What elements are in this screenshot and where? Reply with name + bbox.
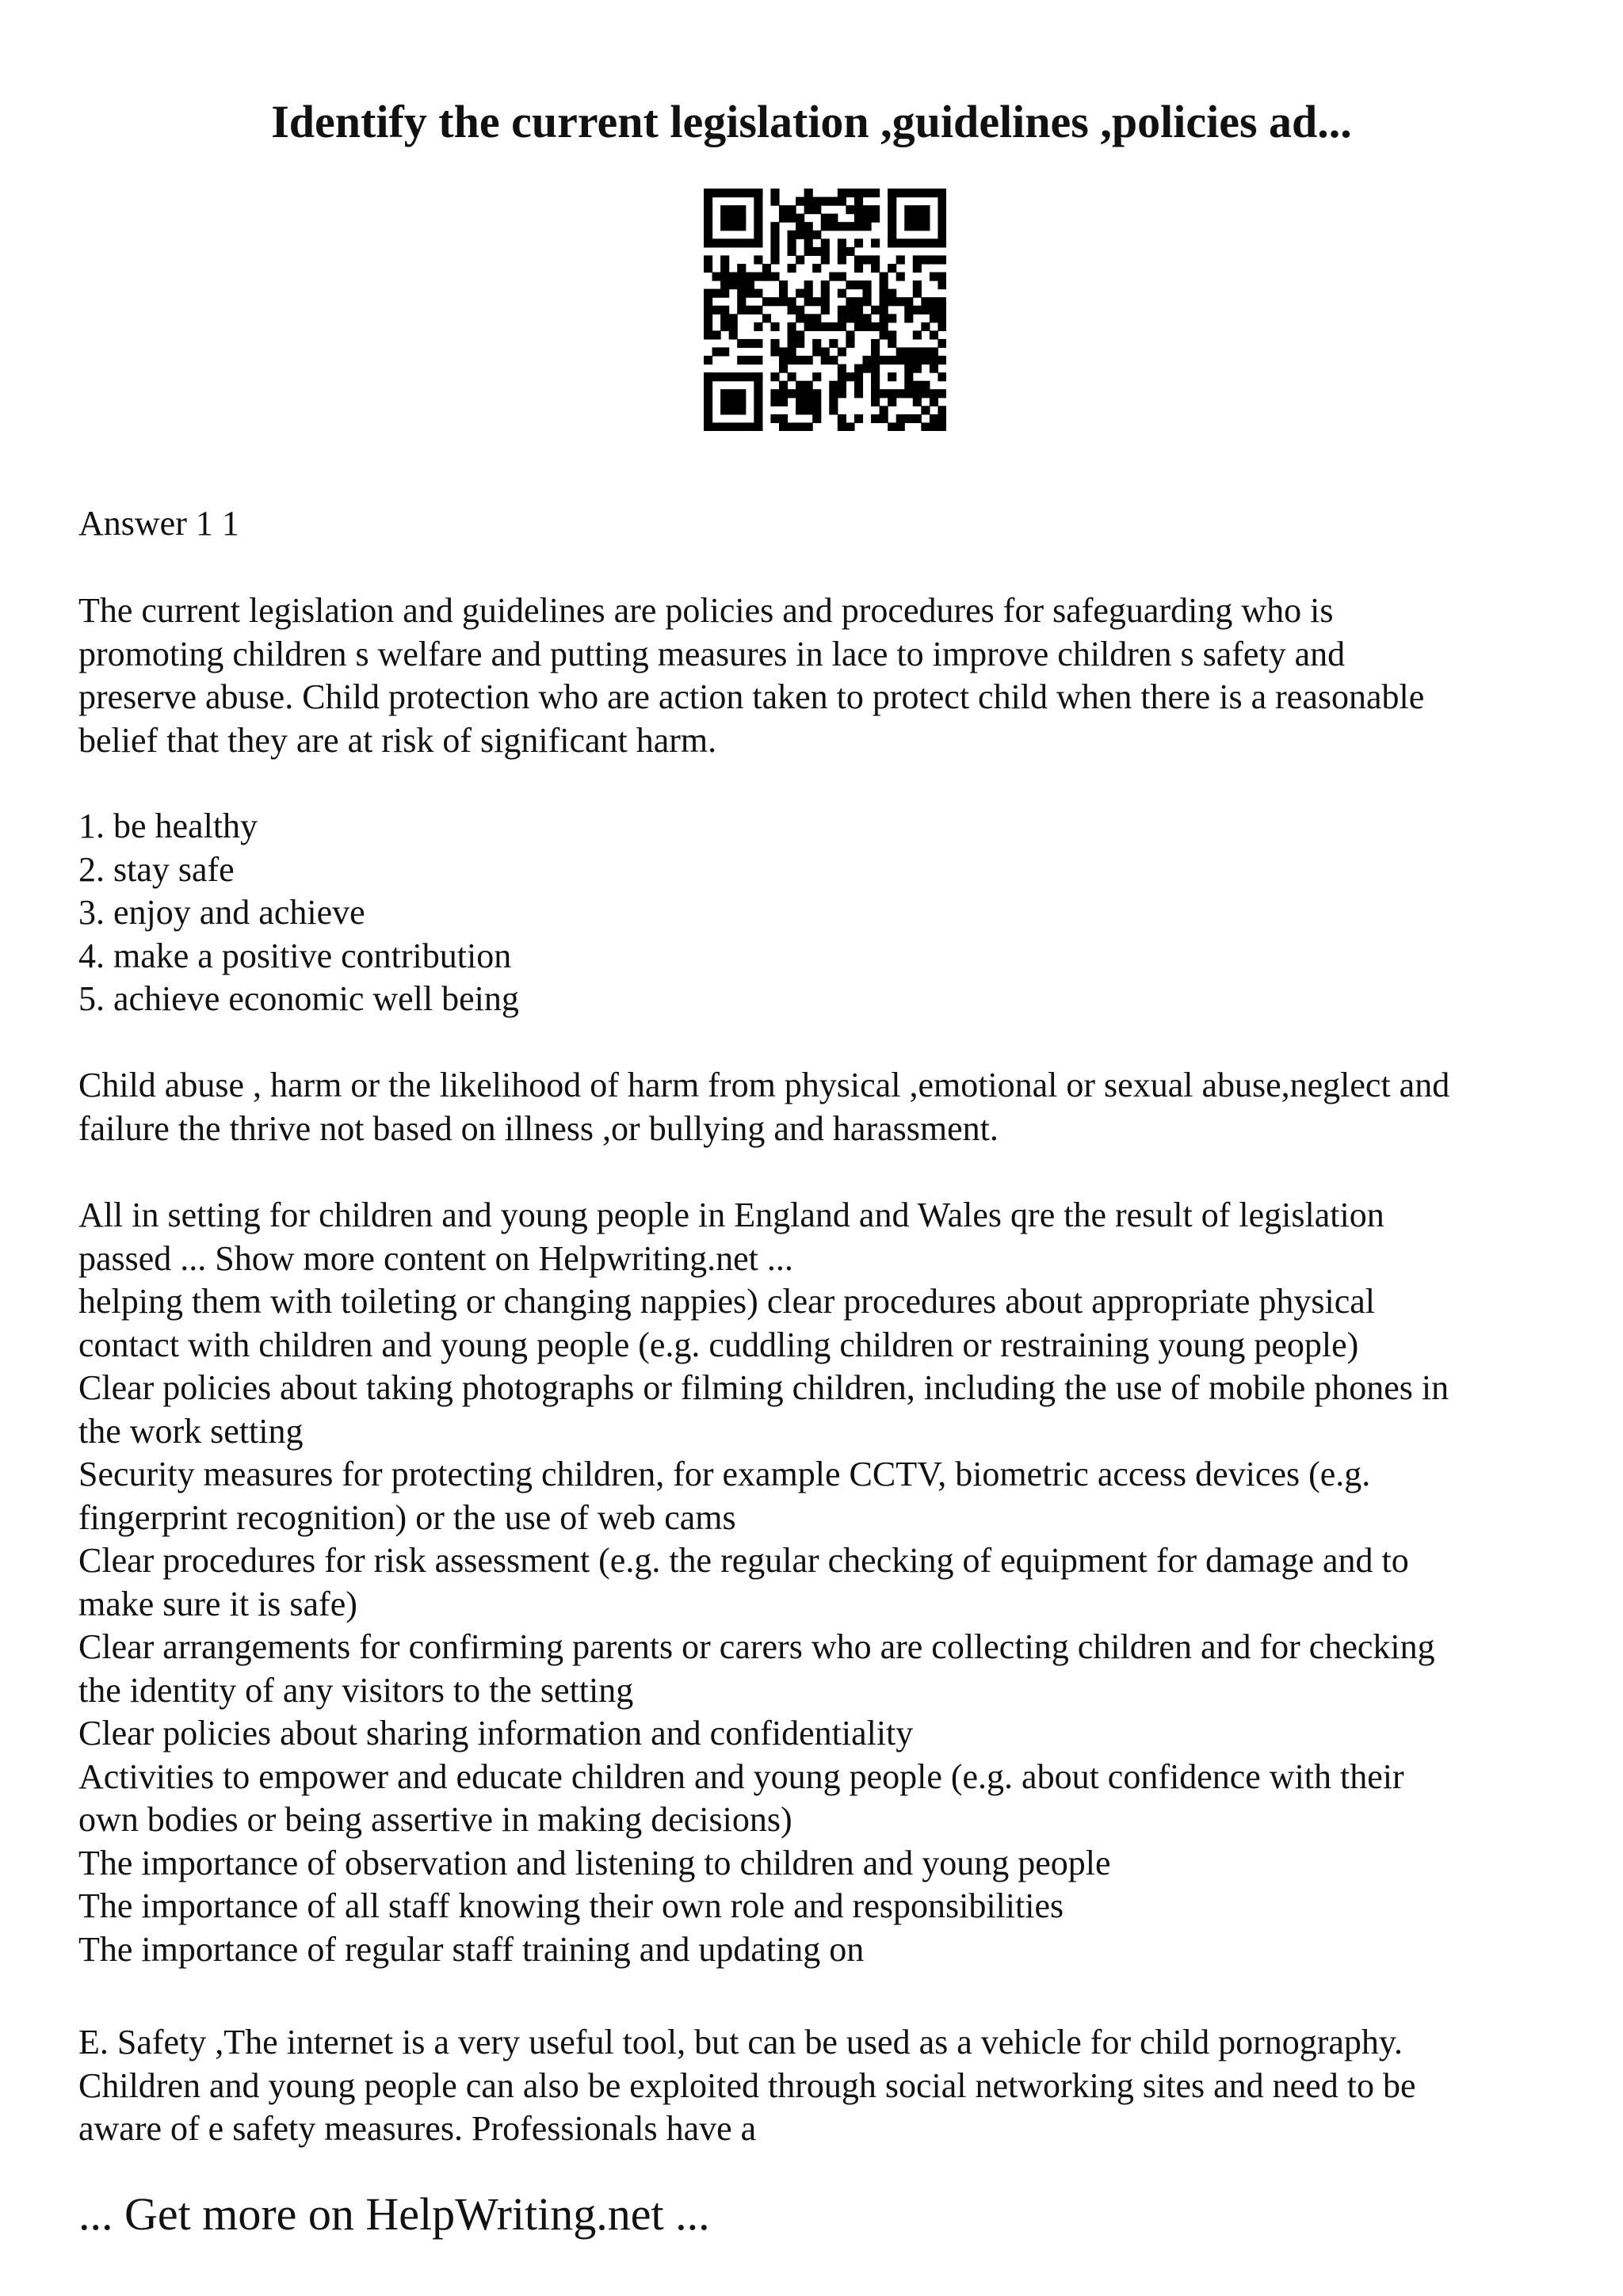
- text-line: belief that they are at risk of significant harm.: [78, 720, 717, 760]
- text-line: Clear policies about sharing information and confidentiality: [78, 1714, 914, 1753]
- list-item: 1. be healthy: [78, 807, 258, 845]
- outcomes-list: [78, 805, 1568, 1021]
- text-line: Security measures for protecting children, for example CCTV, biometric access devices (e.g.: [78, 1455, 1371, 1493]
- text-line: passed ... Show more content on Helpwriting.net ...: [78, 1238, 793, 1278]
- text-line: failure the thrive not based on illness ,or bullying and harassment.: [78, 1108, 999, 1148]
- answer-heading: Answer 1 1: [78, 504, 239, 543]
- paragraph-intro: [78, 589, 1568, 762]
- text-line: All in setting for children and young people in England and Wales qre the result of legislation: [78, 1196, 1384, 1234]
- text-line: Clear policies about taking photographs or filming children, including the use of mobile phones in: [78, 1368, 1449, 1407]
- text-line: promoting children s welfare and putting measures in lace to improve children s safety and: [78, 634, 1346, 673]
- list-item: 2. stay safe: [78, 849, 235, 889]
- text-line: Clear procedures for risk assessment (e.g. the regular checking of equipment for damage and to: [78, 1541, 1409, 1580]
- text-line: the work setting: [78, 1411, 304, 1451]
- text-line: contact with children and young people (e.g. cuddling children or restraining young people): [78, 1325, 1359, 1364]
- text-line: E. Safety ,The internet is a very useful tool, but can be used as a vehicle for child pornography.: [78, 2023, 1403, 2061]
- text-line: helping them with toileting or changing nappies) clear procedures about appropriate physical: [78, 1282, 1376, 1321]
- text-line: The importance of regular staff training and updating on: [78, 1929, 865, 1969]
- paragraph-e-safety: [78, 2021, 1568, 2151]
- text-line: The importance of all staff knowing their own role and responsibilities: [78, 1886, 1064, 1925]
- list-item: 5. achieve economic well being: [78, 979, 519, 1018]
- text-line: aware of e safety measures. Professionals have a: [78, 2109, 757, 2148]
- text-line: make sure it is safe): [78, 1584, 357, 1623]
- text-line: Clear arrangements for confirming parents or carers who are collecting children and for checking: [78, 1627, 1435, 1666]
- text-line: fingerprint recognition) or the use of web cams: [78, 1497, 736, 1537]
- qr-code-icon: [704, 189, 946, 431]
- text-line: The current legislation and guidelines are policies and procedures for safeguarding who is: [78, 591, 1334, 630]
- footer-link[interactable]: ... Get more on HelpWriting.net ...: [78, 2188, 710, 2240]
- list-item: 3. enjoy and achieve: [78, 893, 365, 932]
- paragraph-settings: [78, 1194, 1568, 1971]
- text-line: own bodies or being assertive in making decisions): [78, 1800, 792, 1839]
- text-line: Children and young people can also be exploited through social networking sites and need to be: [78, 2065, 1416, 2105]
- page-title: Identify the current legislation ,guidelines ,policies ad...: [271, 96, 1352, 147]
- text-line: the identity of any visitors to the setting: [78, 1670, 634, 1710]
- list-item: 4. make a positive contribution: [78, 936, 512, 975]
- text-line: Activities to empower and educate children and young people (e.g. about confidence with their: [78, 1756, 1404, 1796]
- text-line: Child abuse , harm or the likelihood of harm from physical ,emotional or sexual abuse,neglect and: [78, 1066, 1450, 1104]
- text-line: The importance of observation and listening to children and young people: [78, 1843, 1111, 1882]
- paragraph-child-abuse: [78, 1064, 1568, 1150]
- text-line: preserve abuse. Child protection who are action taken to protect child when there is a reasonable: [78, 677, 1425, 716]
